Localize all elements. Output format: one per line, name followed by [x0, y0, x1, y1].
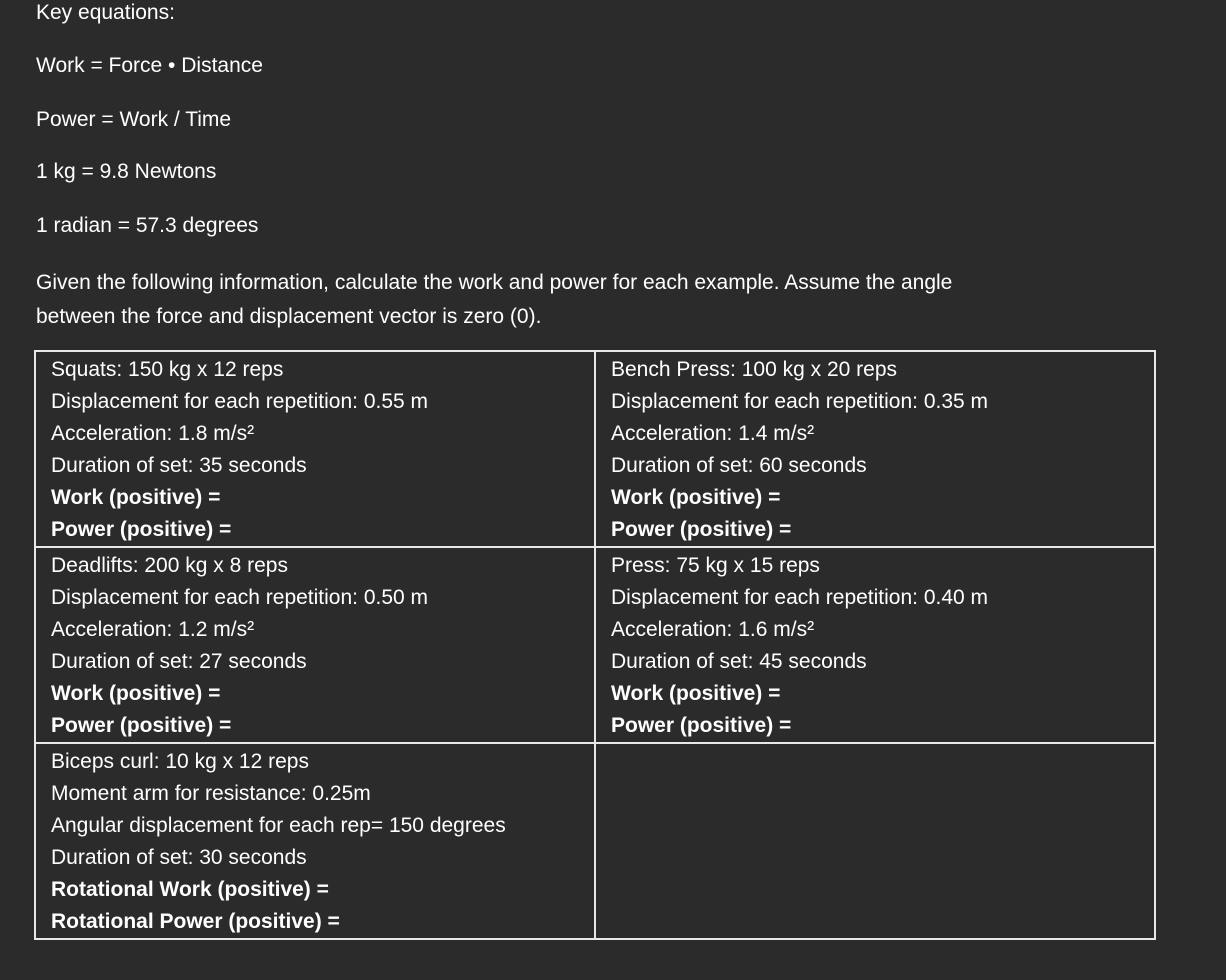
instructions-paragraph	[36, 266, 1156, 334]
displacement-text: Displacement for each repetition: 0.35 m	[611, 390, 989, 413]
exercise-cell-squats	[35, 351, 595, 547]
exercise-title: Bench Press: 100 kg x 20 reps	[611, 358, 897, 381]
exercise-title: Biceps curl: 10 kg x 12 reps	[51, 750, 309, 773]
duration-text: Duration of set: 35 seconds	[51, 454, 307, 477]
rotational-work-label: Rotational Work (positive) =	[51, 878, 329, 901]
exercise-table	[34, 350, 1156, 940]
table-row	[35, 547, 1155, 743]
key-equations-heading: Key equations:	[36, 1, 175, 24]
exercise-cell-bench-press	[595, 351, 1155, 547]
exercise-cell-biceps-curl	[35, 743, 595, 939]
power-label: Power (positive) =	[51, 518, 232, 541]
empty-cell	[595, 743, 1155, 939]
duration-text: Duration of set: 60 seconds	[611, 454, 867, 477]
acceleration-text: Acceleration: 1.6 m/s²	[611, 618, 815, 641]
acceleration-text: Acceleration: 1.2 m/s²	[51, 618, 255, 641]
work-label: Work (positive) =	[51, 486, 221, 509]
displacement-text: Displacement for each repetition: 0.40 m	[611, 586, 989, 609]
exercise-title: Squats: 150 kg x 12 reps	[51, 358, 284, 381]
acceleration-text: Acceleration: 1.4 m/s²	[611, 422, 815, 445]
exercise-title: Deadlifts: 200 kg x 8 reps	[51, 554, 288, 577]
duration-text: Duration of set: 27 seconds	[51, 650, 307, 673]
acceleration-text: Acceleration: 1.8 m/s²	[51, 422, 255, 445]
work-label: Work (positive) =	[611, 486, 781, 509]
duration-text: Duration of set: 45 seconds	[611, 650, 867, 673]
exercise-cell-press	[595, 547, 1155, 743]
displacement-text: Displacement for each repetition: 0.50 m	[51, 586, 429, 609]
angular-displacement-text: Angular displacement for each rep= 150 degrees	[51, 814, 506, 837]
power-label: Power (positive) =	[611, 518, 792, 541]
instructions-line-2: between the force and displacement vector is zero (0).	[36, 305, 542, 328]
displacement-text: Displacement for each repetition: 0.55 m	[51, 390, 429, 413]
exercise-cell-deadlifts	[35, 547, 595, 743]
instructions-line-1: Given the following information, calculate the work and power for each example. Assume the angle	[36, 271, 953, 294]
equation-kg-newtons: 1 kg = 9.8 Newtons	[36, 160, 217, 183]
moment-arm-text: Moment arm for resistance: 0.25m	[51, 782, 371, 805]
equation-power: Power = Work / Time	[36, 108, 232, 131]
power-label: Power (positive) =	[611, 714, 792, 737]
duration-text: Duration of set: 30 seconds	[51, 846, 307, 869]
exercise-title: Press: 75 kg x 15 reps	[611, 554, 820, 577]
work-label: Work (positive) =	[51, 682, 221, 705]
work-label: Work (positive) =	[611, 682, 781, 705]
table-row	[35, 743, 1155, 939]
table-row	[35, 351, 1155, 547]
power-label: Power (positive) =	[51, 714, 232, 737]
equation-radian-degrees: 1 radian = 57.3 degrees	[36, 214, 259, 237]
rotational-power-label: Rotational Power (positive) =	[51, 910, 340, 933]
equation-work: Work = Force • Distance	[36, 54, 263, 77]
